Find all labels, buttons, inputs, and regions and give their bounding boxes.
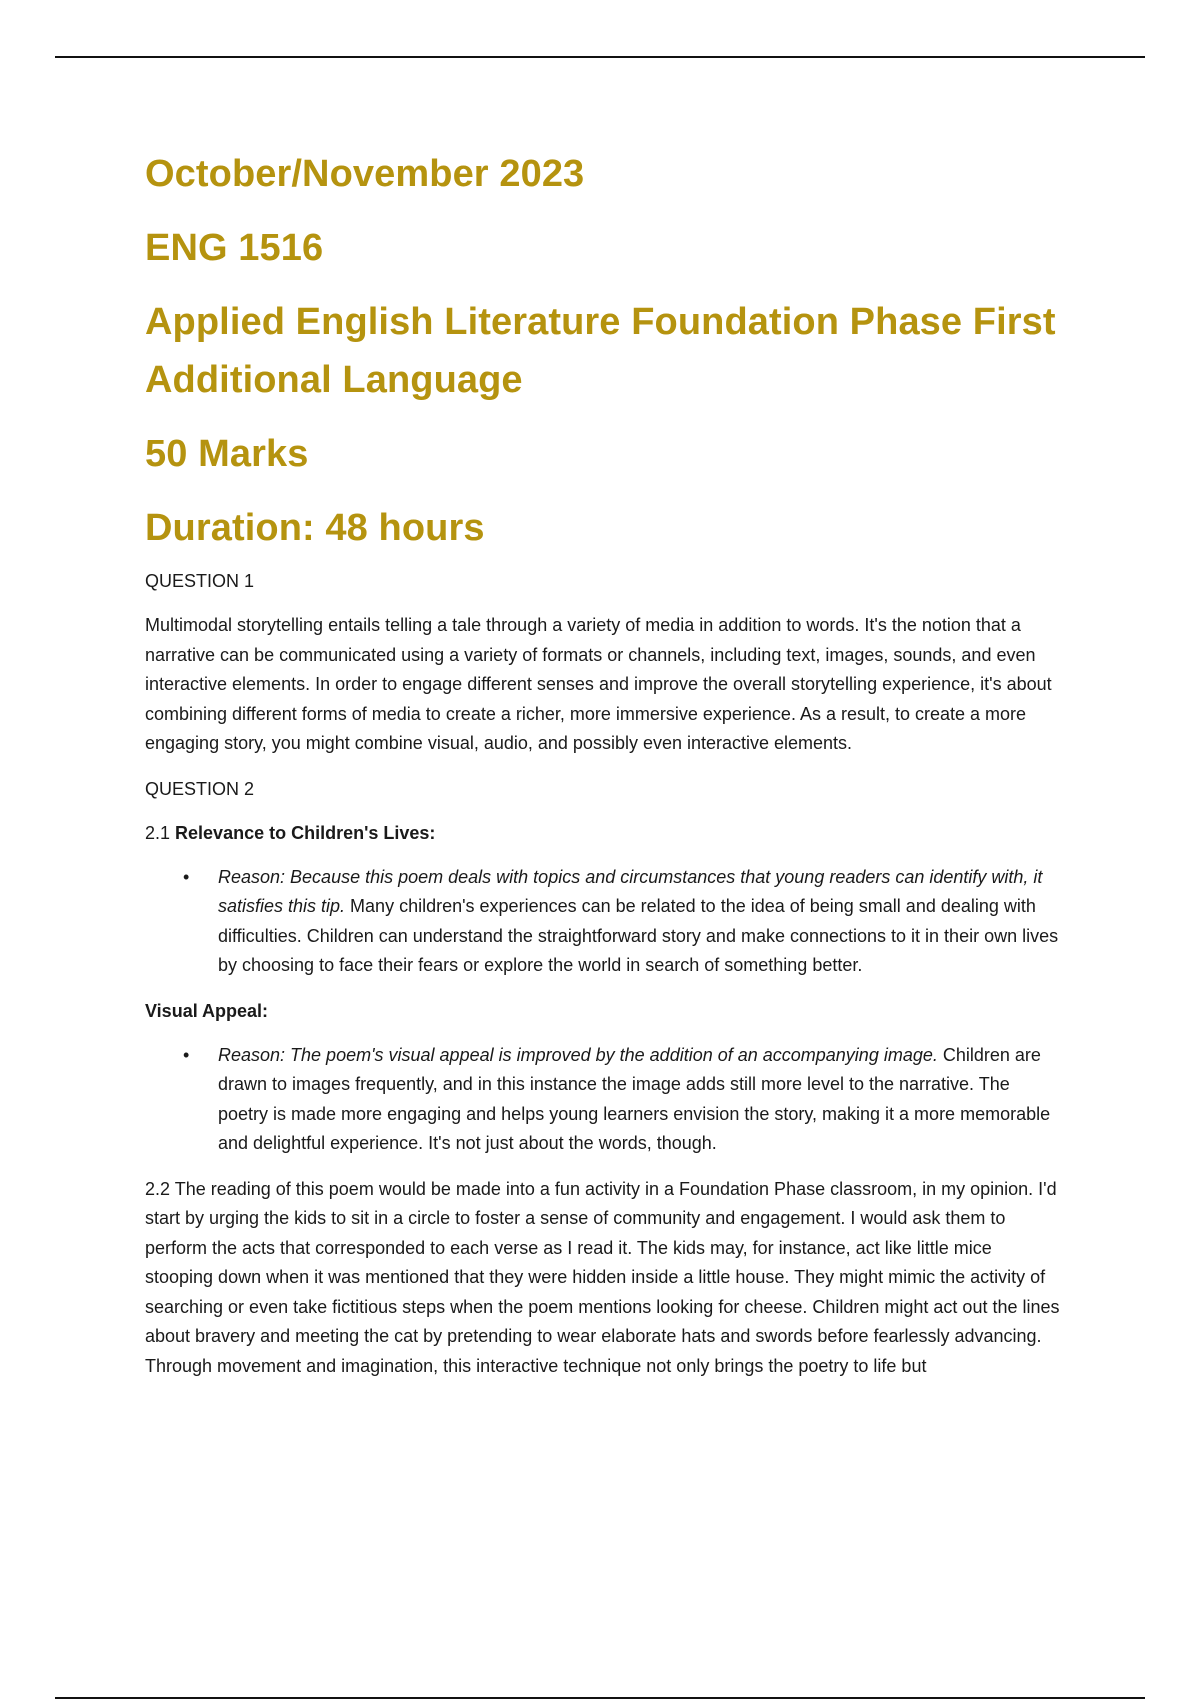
reason-italic: Reason: The poem's visual appeal is improved by the addition of an accompanying image. xyxy=(218,1044,938,1065)
total-marks: 50 Marks xyxy=(145,433,309,475)
course-code: ENG 1516 xyxy=(145,227,324,269)
exam-date: October/November 2023 xyxy=(145,153,585,195)
visual-appeal-title: Visual Appeal: xyxy=(145,1000,269,1021)
duration: Duration: 48 hours xyxy=(145,507,485,549)
course-title: Applied English Literature Foundation Phase First Additional Language xyxy=(145,301,1056,401)
bullet-glyph: • xyxy=(183,1044,190,1065)
document-body xyxy=(145,145,1060,1397)
question-1-heading: QUESTION 1 xyxy=(145,571,255,591)
top-rule xyxy=(55,56,1145,58)
question-2-heading: QUESTION 2 xyxy=(145,778,255,799)
bottom-rule xyxy=(55,1697,1145,1699)
visual-appeal-heading xyxy=(145,997,1060,1025)
reason-text: Children are drawn to images frequently, and in this instance the image adds still more level to the narrative. The poetry is made more engaging and helps young learners envision the story, making it a more memorable and delightful experience. It's not just about the words, though. xyxy=(218,1044,1051,1153)
section-2-2-answer: 2.2 The reading of this poem would be made into a fun activity in a Foundation Phase classroom, in my opinion. I'd start by urging the kids to sit in a circle to foster a sense of community and engagement. I would ask them to perform the acts that corresponded to each verse as I read it. The kids may, for instance, act like little mice stooping down when it was mentioned that they were hidden inside a little house. They might mimic the activity of searching or even take fictitious steps when the poem mentions looking for cheese. Children might act out the lines about bravery and meeting the cat by pretending to wear elaborate hats and swords before fearlessly advancing. Through movement and imagination, this interactive technique not only brings the poetry to life but xyxy=(145,1178,1060,1376)
question-1-answer: Multimodal storytelling entails telling a tale through a variety of media in addition to words. It's the notion that a narrative can be communicated using a variety of formats or channels, including text, images, sounds, and even interactive elements. In order to engage different senses and improve the overall storytelling experience, it's about combining different forms of media to create a richer, more immersive experience. As a result, to create a more engaging story, you might combine visual, audio, and possibly even interactive elements. xyxy=(145,615,1052,753)
section-2-1-heading xyxy=(145,819,1060,847)
section-2-1-list xyxy=(145,863,1060,981)
list-item xyxy=(145,863,1060,981)
list-item xyxy=(145,1041,1060,1159)
bullet-glyph: • xyxy=(183,866,190,887)
reason-text: Many children's experiences can be related to the idea of being small and dealing with difficulties. Children can understand the straightforward story and make connections to it in their own lives by choosing to face their fears or explore the world in search of something better. xyxy=(218,896,1059,975)
section-2-1-title: Relevance to Children's Lives: xyxy=(175,822,436,843)
visual-appeal-list xyxy=(145,1041,1060,1159)
section-2-1-number: 2.1 xyxy=(145,822,176,843)
reason-italic: Reason: Because this poem deals with topics and circumstances that young readers can identify with, it satisfies this tip. xyxy=(218,866,1043,916)
